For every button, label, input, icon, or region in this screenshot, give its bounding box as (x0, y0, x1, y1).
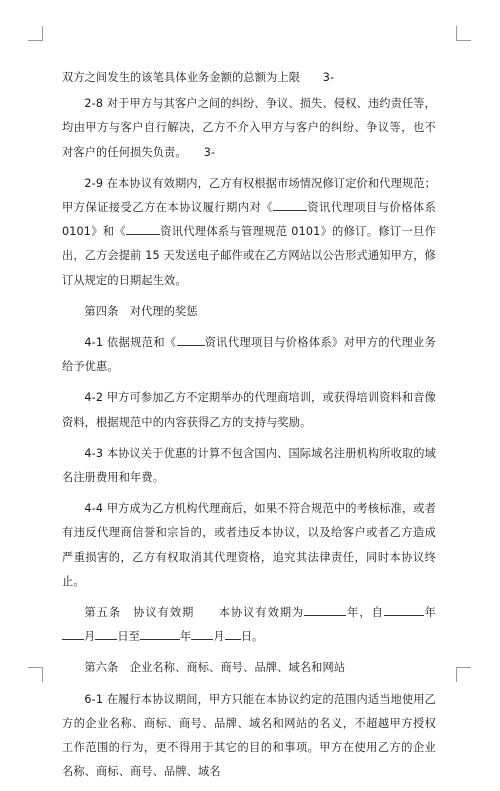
article-5-part-f: 年 (180, 630, 192, 644)
blank-end-year (140, 627, 180, 640)
blank-start-day (95, 627, 117, 640)
crop-mark-top-left (28, 26, 43, 41)
document-body (62, 66, 436, 791)
paragraph-continuation: 双方之间发生的该笔具体业务金额的总额为上限 3- (62, 71, 335, 84)
blank-underline (177, 333, 205, 346)
article-5-part-c: 年 (423, 606, 437, 620)
article-4-heading: 第四条 对代理的奖惩 (84, 304, 198, 318)
crop-mark-bottom-right (456, 667, 471, 682)
clause-2-9-part-c: 资讯代理体系与管理规范 0101》的修订。修订一旦作出，乙方会提前 15 天发送电子邮件或在乙方网站以公告形式通知甲方，修订从规定的日期起生效。 (62, 225, 436, 287)
blank-end-month (191, 627, 213, 640)
blank-end-day (225, 627, 241, 640)
clause-2-9 (62, 172, 436, 293)
crop-mark-bottom-left (28, 667, 43, 682)
article-5-part-h: 日。 (240, 630, 264, 644)
article-5-term (62, 601, 436, 649)
article-5-part-d: 月 (84, 630, 96, 644)
clause-4-4: 4-4 甲方成为乙方机构代理商后，如果不符合规范中的考核标准，或者有违反代理商信誉和宗旨的，或者违反本协议，以及给客户或者乙方造成严重损害的，乙方有权取消其代理资格，追究其法律责任，同时本协议终止。 (62, 502, 436, 588)
article-5-part-b: 年，自 (346, 606, 384, 620)
blank-start-month (62, 627, 84, 640)
clause-4-1-part-a: 4-1 依据规范和《 (84, 336, 177, 350)
blank-underline (273, 198, 307, 211)
clause-4-3: 4-3 本协议关于优惠的计算不包含国内、国际域名注册机构所收取的域名注册费用和年费。 (62, 446, 436, 485)
blank-years (304, 603, 346, 616)
clause-2-9-part-b: 资讯代理项目与价格体系 0101》和《 (62, 201, 436, 239)
clause-4-1 (62, 331, 436, 379)
article-5-part-e: 日至 (117, 630, 141, 644)
clause-4-1-part-b: 资讯代理项目与价格体系》对甲方的代理业务给予优惠。 (62, 336, 436, 374)
clause-2-8: 2-8 对于甲方与其客户之间的纠纷、争议、损失、侵权、违约责任等，均由甲方与客户自行解决，乙方不介入甲方与客户的纠纷、争议等，也不对客户的任何损失负责。 3- (62, 97, 436, 159)
clause-4-2: 4-2 甲方可参加乙方不定期举办的代理商培训，或获得培训资料和音像资料，根据规范中的内容获得乙方的支持与奖励。 (62, 391, 436, 429)
crop-mark-top-right (456, 26, 471, 41)
article-5-part-g: 月 (213, 630, 225, 644)
article-5-part-a: 第五条 协议有效期 本协议有效期为 (84, 606, 305, 620)
clause-6-1: 6-1 在履行本协议期间，甲方只能在本协议约定的范围内适当地使用乙方的企业名称、商标、商号、品牌、域名和网站的名义，不超越甲方授权工作范围的行为，更不得用于其它的目的和事项。甲方在使用乙方的企业名称、商标、商号、品牌、域名 (62, 692, 436, 779)
blank-start-year (384, 603, 424, 616)
article-6-heading: 第六条 企业名称、商标、商号、品牌、域名和网站 (84, 661, 346, 675)
clause-2-9-part-a: 2-9 在本协议有效期内，乙方有权根据市场情况修订定价和代理规范；甲方保证接受乙方在本协议履行期内对《 (62, 176, 436, 215)
blank-underline (126, 222, 160, 235)
